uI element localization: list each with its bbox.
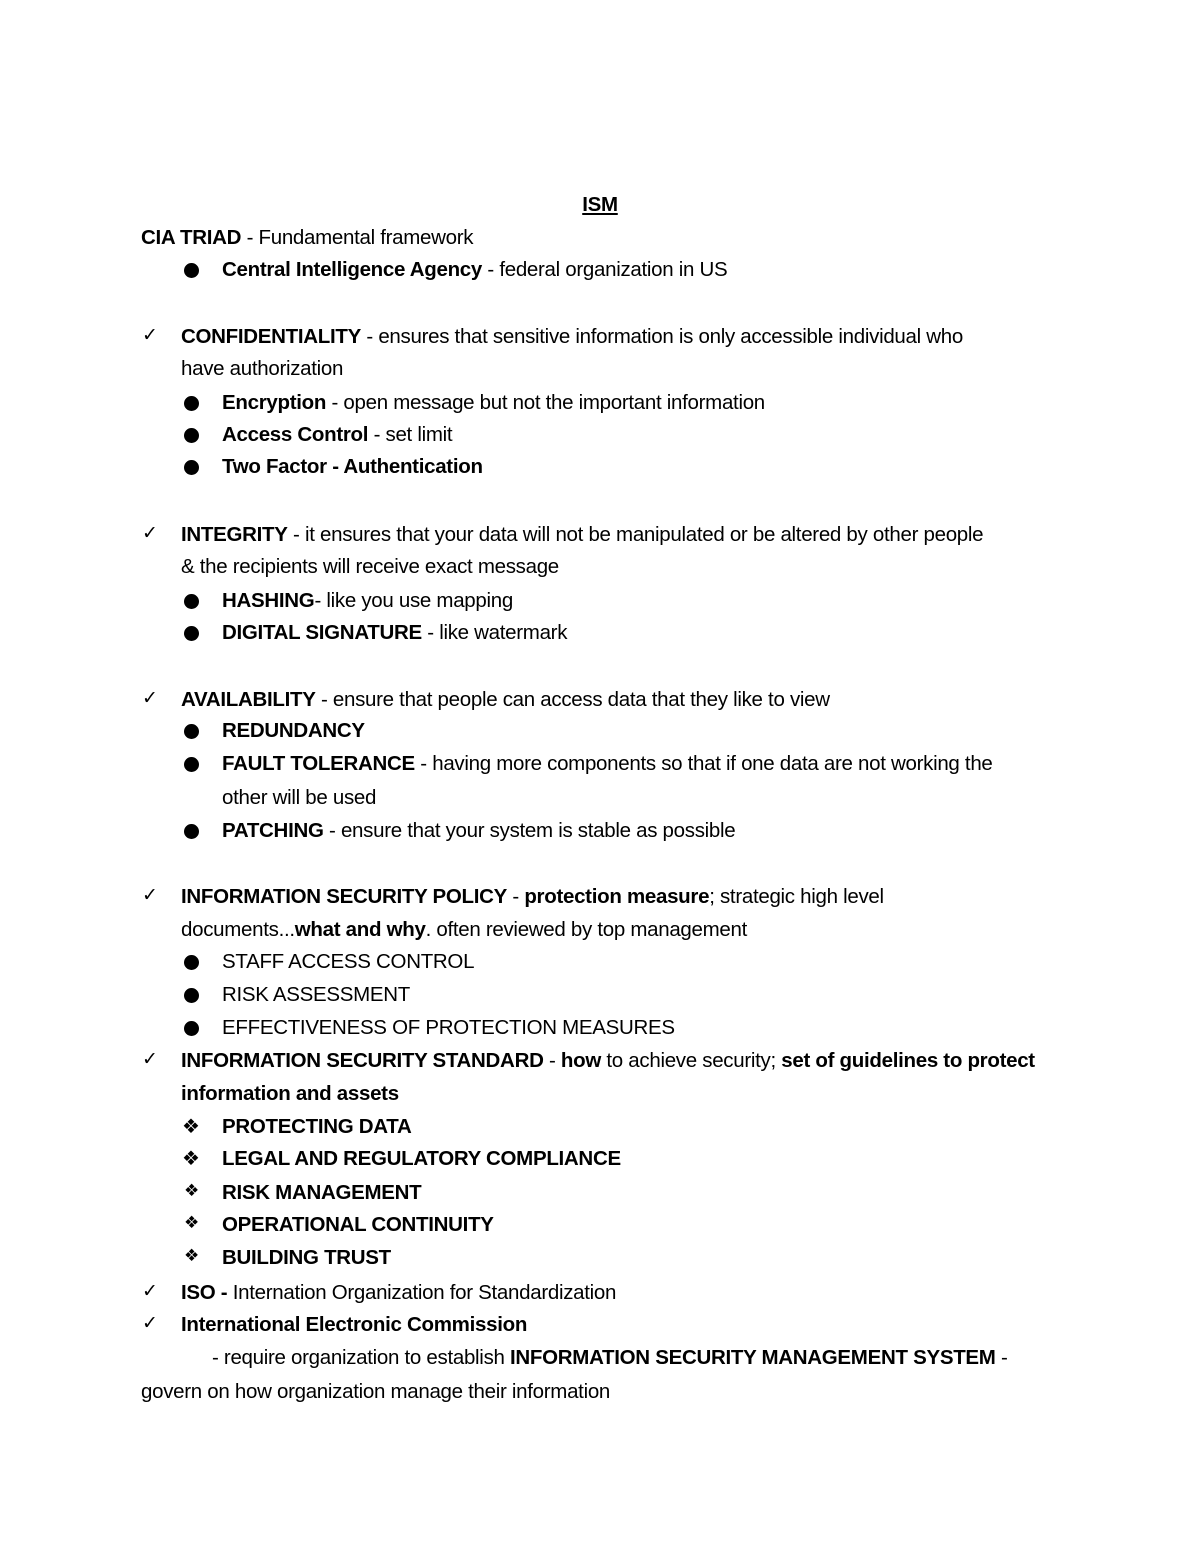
policy-item-staff-access: STAFF ACCESS CONTROL bbox=[222, 950, 475, 973]
filled-circle-bullet-icon bbox=[184, 594, 199, 609]
check-mark-icon: ✓ bbox=[142, 884, 158, 906]
access-control-line bbox=[222, 425, 452, 446]
standard-emphasis-guidelines: set of guidelines to protect bbox=[781, 1049, 1035, 1072]
filled-circle-bullet-icon bbox=[184, 724, 199, 739]
check-mark-icon: ✓ bbox=[142, 1048, 158, 1070]
policy-desc: ; strategic high level bbox=[709, 885, 884, 908]
diamond-bullet-icon: ❖ bbox=[184, 1181, 199, 1201]
iso-desc: Internation Organization for Standardization bbox=[232, 1281, 617, 1304]
confidentiality-desc-cont: have authorization bbox=[181, 357, 344, 380]
check-mark-icon: ✓ bbox=[142, 1280, 158, 1302]
cia-triad-line bbox=[141, 228, 473, 249]
cia-sub-desc: - federal organization in US bbox=[482, 258, 728, 281]
filled-circle-bullet-icon bbox=[184, 955, 199, 970]
confidentiality-line bbox=[181, 327, 963, 348]
policy-item-risk-assessment: RISK ASSESSMENT bbox=[222, 983, 411, 1006]
fault-tolerance-line bbox=[222, 754, 993, 775]
encryption-desc: - open message but not the important information bbox=[326, 391, 765, 414]
diamond-bullet-icon: ❖ bbox=[184, 1246, 199, 1266]
cia-triad-desc: - Fundamental framework bbox=[241, 226, 474, 249]
integrity-desc: - it ensures that your data will not be manipulated or be altered by other people bbox=[287, 523, 984, 546]
check-mark-icon: ✓ bbox=[142, 687, 158, 709]
hashing-line bbox=[222, 591, 513, 612]
iso-term: ISO - bbox=[181, 1281, 233, 1304]
hashing-desc: - like you use mapping bbox=[314, 589, 513, 612]
policy-review: . often reviewed by top management bbox=[425, 918, 747, 941]
access-control-desc: - set limit bbox=[368, 423, 453, 446]
policy-line bbox=[181, 887, 884, 908]
policy-documents: documents... bbox=[181, 918, 295, 941]
filled-circle-bullet-icon bbox=[184, 824, 199, 839]
two-factor-term: Two Factor - Authentication bbox=[222, 455, 483, 478]
check-mark-icon: ✓ bbox=[142, 1312, 158, 1334]
filled-circle-bullet-icon bbox=[184, 626, 199, 641]
access-control-term: Access Control bbox=[222, 423, 369, 446]
hashing-term: HASHING bbox=[222, 589, 315, 612]
policy-dash: - bbox=[507, 885, 525, 908]
filled-circle-bullet-icon bbox=[184, 396, 199, 411]
standard-dash: - bbox=[543, 1049, 561, 1072]
standard-item: OPERATIONAL CONTINUITY bbox=[222, 1213, 494, 1236]
filled-circle-bullet-icon bbox=[184, 428, 199, 443]
standard-item: RISK MANAGEMENT bbox=[222, 1181, 422, 1204]
policy-desc-cont bbox=[181, 920, 747, 941]
standard-desc: to achieve security; bbox=[601, 1049, 782, 1072]
filled-circle-bullet-icon bbox=[184, 757, 199, 772]
filled-circle-bullet-icon bbox=[184, 988, 199, 1003]
policy-emphasis-what-why: what and why bbox=[294, 918, 426, 941]
redundancy-term: REDUNDANCY bbox=[222, 719, 365, 742]
confidentiality-desc: - ensures that sensitive information is only accessible individual who bbox=[361, 325, 963, 348]
iec-dash: - bbox=[995, 1346, 1008, 1369]
fault-tolerance-term: FAULT TOLERANCE bbox=[222, 752, 415, 775]
digital-signature-term: DIGITAL SIGNATURE bbox=[222, 621, 422, 644]
iec-term: International Electronic Commission bbox=[181, 1313, 528, 1336]
standard-term: INFORMATION SECURITY STANDARD bbox=[181, 1049, 544, 1072]
filled-circle-bullet-icon bbox=[184, 263, 199, 278]
patching-desc: - ensure that your system is stable as possible bbox=[323, 819, 736, 842]
policy-item-effectiveness: EFFECTIVENESS OF PROTECTION MEASURES bbox=[222, 1016, 675, 1039]
integrity-desc-cont: & the recipients will receive exact message bbox=[181, 555, 559, 578]
patching-term: PATCHING bbox=[222, 819, 324, 842]
cia-sub-term: Central Intelligence Agency bbox=[222, 258, 482, 281]
policy-term: INFORMATION SECURITY POLICY bbox=[181, 885, 507, 908]
check-mark-icon: ✓ bbox=[142, 324, 158, 346]
standard-emphasis-how: how bbox=[560, 1049, 601, 1072]
fault-tolerance-desc-cont: other will be used bbox=[222, 786, 377, 809]
availability-line bbox=[181, 690, 830, 711]
filled-circle-bullet-icon bbox=[184, 1021, 199, 1036]
standard-item: LEGAL AND REGULATORY COMPLIANCE bbox=[222, 1147, 621, 1170]
availability-term: AVAILABILITY bbox=[181, 688, 316, 711]
iec-emphasis-isms: INFORMATION SECURITY MANAGEMENT SYSTEM bbox=[510, 1346, 996, 1369]
standard-desc-cont: information and assets bbox=[181, 1082, 399, 1105]
policy-emphasis-protection: protection measure bbox=[524, 885, 710, 908]
page-title: ISM bbox=[582, 193, 618, 216]
standard-item: PROTECTING DATA bbox=[222, 1115, 412, 1138]
cia-sub-line bbox=[222, 260, 727, 281]
filled-circle-bullet-icon bbox=[184, 460, 199, 475]
integrity-term: INTEGRITY bbox=[181, 523, 288, 546]
encryption-line bbox=[222, 393, 765, 414]
standard-line bbox=[181, 1051, 1035, 1072]
availability-desc: - ensure that people can access data that they like to view bbox=[315, 688, 830, 711]
cia-triad-term: CIA TRIAD bbox=[141, 226, 242, 249]
digital-signature-line bbox=[222, 623, 567, 644]
standard-item: BUILDING TRUST bbox=[222, 1246, 391, 1269]
diamond-bullet-icon: ❖ bbox=[182, 1114, 200, 1138]
encryption-term: Encryption bbox=[222, 391, 327, 414]
check-mark-icon: ✓ bbox=[142, 522, 158, 544]
diamond-bullet-icon: ❖ bbox=[182, 1146, 200, 1170]
digital-signature-desc: - like watermark bbox=[421, 621, 568, 644]
confidentiality-term: CONFIDENTIALITY bbox=[181, 325, 361, 348]
patching-line bbox=[222, 821, 735, 842]
fault-tolerance-desc: - having more components so that if one data are not working the bbox=[414, 752, 993, 775]
iec-desc: - require organization to establish bbox=[212, 1346, 511, 1369]
integrity-line bbox=[181, 525, 983, 546]
iec-desc-line bbox=[212, 1348, 1008, 1369]
iso-line bbox=[181, 1283, 616, 1304]
iec-desc-cont: govern on how organization manage their information bbox=[141, 1380, 611, 1403]
diamond-bullet-icon: ❖ bbox=[184, 1213, 199, 1233]
